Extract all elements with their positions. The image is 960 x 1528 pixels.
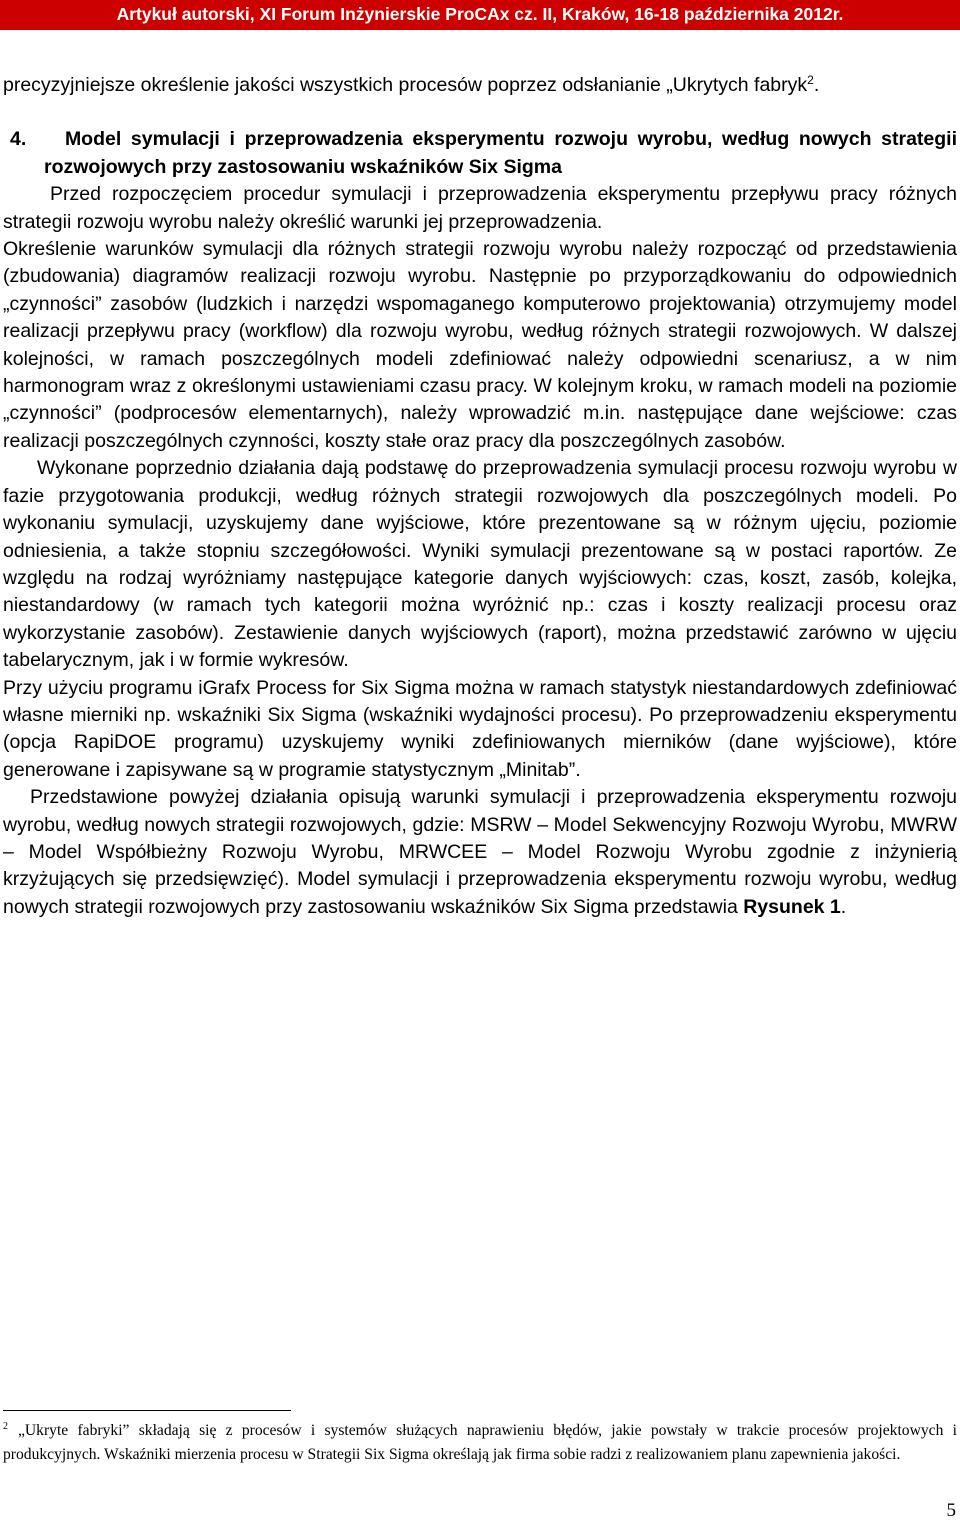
footnote-ref[interactable]: 2 (807, 73, 814, 87)
header-title: Artykuł autorski, XI Forum Inżynierskie ProCAx cz. II, Kraków, 16-18 października 2012r. (116, 4, 844, 24)
footnote-divider (3, 1410, 291, 1411)
intro-tail: . (813, 74, 820, 96)
footnote-text: „Ukryte fabryki” składają się z procesów i systemów służących naprawieniu błędów, jakie powstały w trakcie procesów projektowych i produkcyjnych. Wskaźniki mierzenia procesu w Strategii Six Sigma określają jak firma sobie radzi z realizowaniem planu zapewnienia jakości. (3, 1422, 957, 1463)
paragraph-5-tail: . (840, 895, 847, 918)
paragraph-2: Określenie warunków symulacji dla różnych strategii rozwoju wyrobu należy rozpocząć od przedstawienia (zbudowania) diagramów realizacji rozwoju wyrobu. Następnie po przyporządkowaniu do odpowiednich „czynności” zasobów (ludzkich i narzędzi wspomaganego komputerowo projektowania) otrzymujemy model realizacji przepływu pracy (workflow) dla rozwoju wyrobu, według różnych strategii rozwojowych. W dalszej kolejności, w ramach poszczególnych modeli zdefiniować należy odpowiedni scenariusz, a w nim harmonogram wraz z określonymi ustawieniami czasu pracy. W kolejnym kroku, w ramach modeli na poziomie „czynności” (podprocesów elementarnych), należy wprowadzić m.in. następujące dane wejściowe: czas realizacji poszczególnych czynności, koszty stałe oraz pracy dla poszczególnych zasobów. (3, 238, 957, 452)
intro-paragraph (3, 72, 957, 99)
section-title: Model symulacji i przeprowadzenia eksperymentu rozwoju wyrobu, według nowych strategii rozwojowych przy zastosowaniu wskaźników Six Sigma (44, 128, 958, 178)
header-band (0, 0, 960, 30)
paragraph-5 (3, 784, 957, 921)
paragraph-5-text: Przedstawione powyżej działania opisują warunki symulacji i przeprowadzenia eksperymentu rozwoju wyrobu, według nowych strategii rozwojowych, gdzie: MSRW – Model Sekwencyjny Rozwoju Wyrobu, MWRW – Model Współbieżny Rozwoju Wyrobu, MRWCEE – Model Rozwoju Wyrobu zgodnie z inżynierią krzyżujących się przedsięwzięć). Model symulacji i przeprowadzenia eksperymentu rozwoju wyrobu, według nowych strategii rozwojowych przy zastosowaniu wskaźników Six Sigma przedstawia (3, 786, 957, 918)
paragraph-1: Przed rozpoczęciem procedur symulacji i przeprowadzenia eksperymentu przepływu pracy różnych strategii rozwoju wyrobu należy określić warunki jej przeprowadzenia. (3, 183, 957, 233)
section-heading (3, 126, 957, 181)
paragraph-4: Przy użyciu programu iGrafx Process for Six Sigma można w ramach statystyk niestandardowych zdefiniować własne mierniki np. wskaźniki Six Sigma (wskaźniki wydajności procesu). Po przeprowadzeniu eksperymentu (opcja RapiDOE programu) uzyskujemy wyniki zdefiniowanych mierników (dane wyjściowe), które generowane i zapisywane są w programie statystycznym „Minitab”. (3, 676, 957, 781)
figure-reference[interactable]: Rysunek 1 (743, 895, 841, 918)
document-body (3, 72, 957, 921)
page-number: 5 (946, 1500, 956, 1521)
footnote (3, 1419, 957, 1466)
footnote-number: 2 (3, 1421, 8, 1432)
intro-text: precyzyjniejsze określenie jakości wszystkich procesów poprzez odsłanianie „Ukrytych fabryk (3, 74, 808, 96)
paragraph-3: Wykonane poprzednio działania dają podstawę do przeprowadzenia symulacji procesu rozwoju wyrobu w fazie przygotowania produkcji, według różnych strategii rozwojowych dla poszczególnych modeli. Po wykonaniu symulacji, uzyskujemy dane wyjściowe, które prezentowane są w różnym ujęciu, poziomie odniesienia, a także stopniu szczegółowości. Wyniki symulacji prezentowane są w postaci raportów. Ze względu na rodzaj wyróżniamy następujące kategorie danych wyjściowych: czas, koszt, zasób, kolejka, niestandardowy (w ramach tych kategorii można wyróżnić np.: czas i koszty realizacji procesu oraz wykorzystanie zasobów). Zestawienie danych wyjściowych (raport), można przedstawić zarówno w ujęciu tabelarycznym, jak i w formie wykresów. (3, 457, 957, 672)
section-number: 4. (10, 128, 27, 151)
